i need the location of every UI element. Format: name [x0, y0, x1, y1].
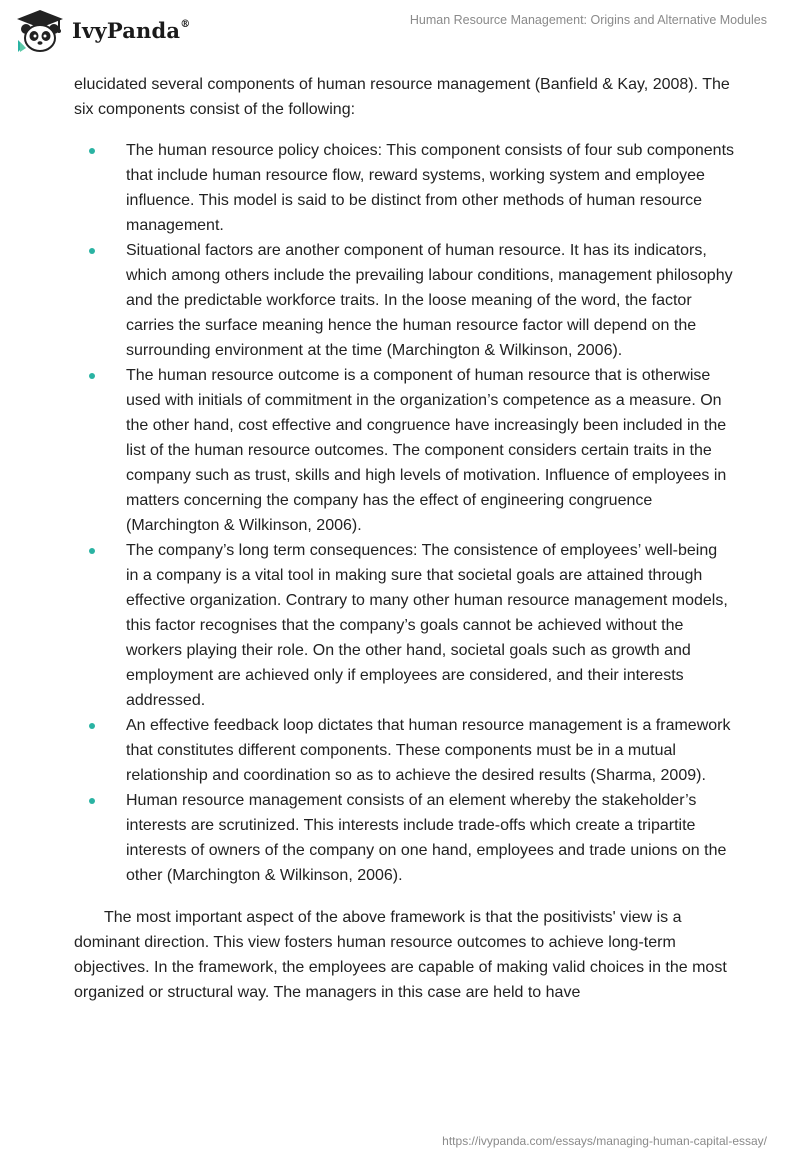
- panda-graduate-icon: [14, 8, 66, 52]
- intro-text: elucidated several components of human resource management (Banfield & Kay, 2008). The six components consist of the following:: [74, 76, 730, 118]
- essay-body: [74, 72, 734, 1005]
- registered-mark: ®: [180, 18, 191, 30]
- bullet-dot-icon: [89, 373, 95, 379]
- list-item-text: The human resource policy choices: This component consists of four sub components that include human resource flow, reward systems, working system and employee influence. This model is said to be distinct from other methods of human resource management.: [126, 142, 735, 234]
- list-item: [74, 713, 734, 788]
- list-item-text: The company’s long term consequences: The consistence of employees’ well-being in a company is a vital tool in making sure that societal goals are attained through effective organization. Contrary to many other human resource management models, this factor recognises that the company’s goals cannot be achieved without the workers playing their role. On the other hand, societal goals such as growth and employment are achieved only if employees are considered, and their interests addressed.: [126, 542, 728, 709]
- list-item: [74, 363, 734, 538]
- framework-paragraph: The most important aspect of the above framework is that the positivists' view is a dominant direction. This view fosters human resource outcomes to achieve long-term objectives. In the framework, the employees are capable of making valid choices in the most organized or structural way. The managers in this case are held to have: [74, 909, 727, 1001]
- components-list: [74, 138, 734, 888]
- ivypanda-logo[interactable]: [14, 8, 190, 52]
- list-item-text: The human resource outcome is a component of human resource that is otherwise used with initials of commitment in the organization’s competence as a measure. On the other hand, cost effective and congruence have increasingly been included in the list of the human resource outcomes. The component considers certain traits in the company such as trust, skills and high levels of motivation. Influence of employees in matters concerning the company has the effect of engineering congruence (Marchington & Wilkinson, 2006).: [126, 367, 727, 534]
- bullet-dot-icon: [89, 248, 95, 254]
- bullet-dot-icon: [89, 148, 95, 154]
- list-item-text: An effective feedback loop dictates that human resource management is a framework that constitutes different components. These components must be in a mutual relationship and coordination so as to achieve the desired results (Sharma, 2009).: [126, 717, 731, 784]
- bullet-dot-icon: [89, 723, 95, 729]
- list-item: [74, 138, 734, 238]
- page-header: [0, 0, 800, 60]
- list-item: [74, 538, 734, 713]
- document-title: Human Resource Management: Origins and Alternative Modules: [409, 13, 767, 27]
- logo-wordmark: [72, 18, 190, 43]
- source-url-link[interactable]: https://ivypanda.com/essays/managing-human-capital-essay/: [442, 1134, 767, 1148]
- list-item: [74, 238, 734, 363]
- list-item: [74, 788, 734, 888]
- bullet-dot-icon: [89, 548, 95, 554]
- bullet-dot-icon: [89, 798, 95, 804]
- brand-name: IvyPanda: [72, 17, 181, 43]
- list-item-text: Human resource management consists of an element whereby the stakeholder’s interests are scrutinized. This interests include trade-offs which create a tripartite interests of owners of the company on one hand, employees and trade unions on the other (Marchington & Wilkinson, 2006).: [126, 792, 727, 884]
- list-item-text: Situational factors are another component of human resource. It has its indicators, which among others include the prevailing labour conditions, management philosophy and the predictable workforce traits. In the loose meaning of the word, the factor carries the surface meaning hence the human resource factor will depend on the surrounding environment at the time (Marchington & Wilkinson, 2006).: [126, 242, 733, 359]
